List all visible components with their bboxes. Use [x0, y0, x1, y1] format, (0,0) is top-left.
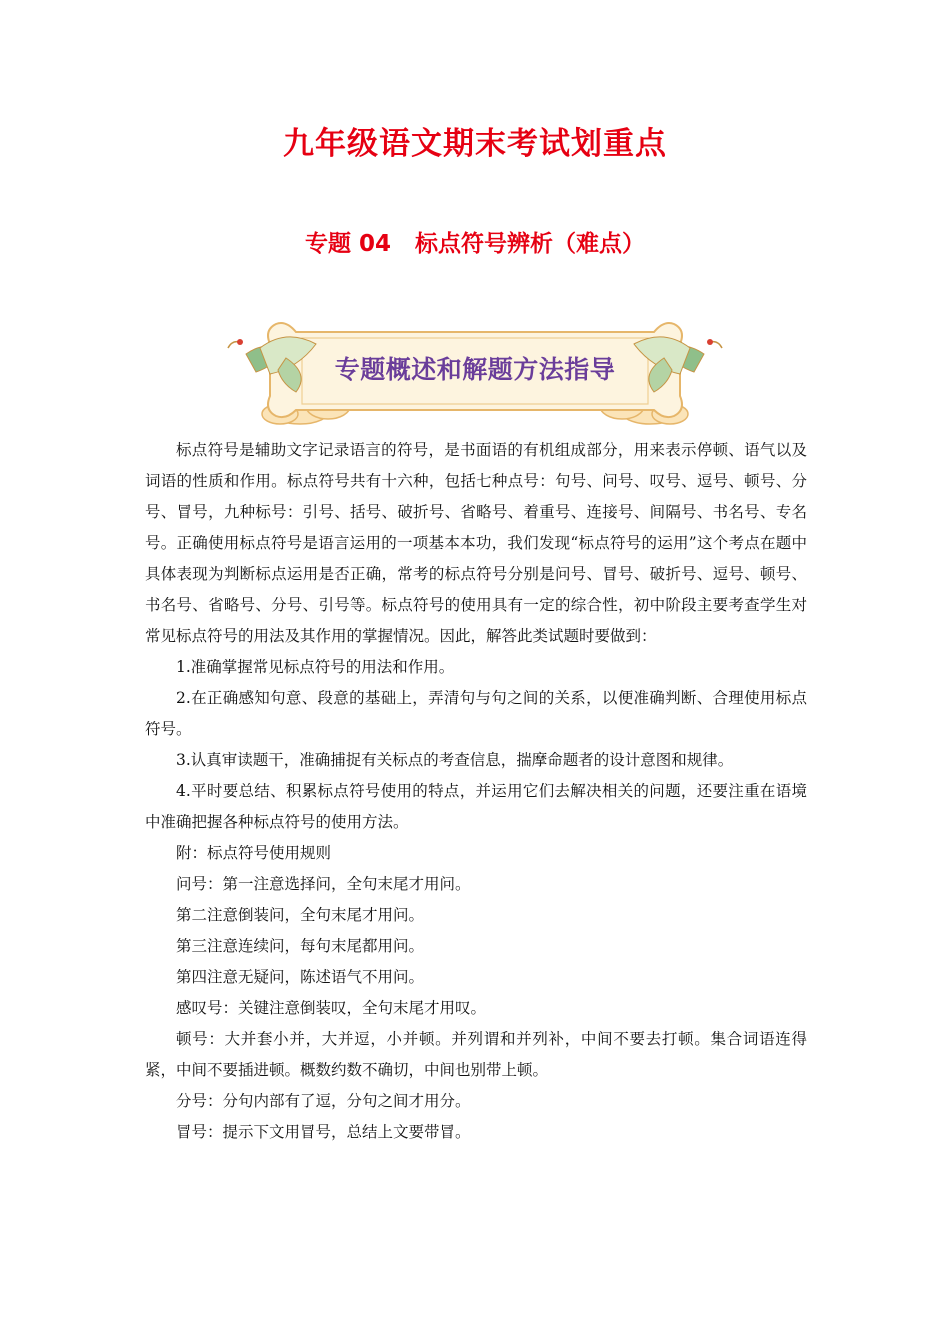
paragraph-rule-question-1: 问号：第一注意选择问，全句末尾才用问。 [176, 875, 471, 893]
paragraph-rule-question-2: 第二注意倒装问，全句末尾才用问。 [176, 906, 425, 924]
banner-label: 专题概述和解题方法指导 [334, 355, 616, 384]
topic-number: 专题 04 [304, 231, 391, 257]
topic-subtitle [0, 225, 950, 258]
paragraph-rule-exclamation: 感叹号：关键注意倒装叹，全句末尾才用叹。 [176, 999, 487, 1017]
page-title: 九年级语文期末考试划重点 [283, 126, 667, 162]
topic-name: 标点符号辨析（难点） [415, 231, 645, 257]
paragraph-rule-question-4: 第四注意无疑问，陈述语气不用问。 [176, 968, 425, 986]
paragraph-appendix-heading: 附：标点符号使用规则 [176, 844, 332, 862]
paragraph-tip-3: 3.认真审读题干，准确捕捉有关标点的考查信息，揣摩命题者的设计意图和规律。 [176, 751, 734, 769]
body-content [145, 435, 807, 1148]
paragraph-intro: 标点符号是辅助文字记录语言的符号，是书面语的有机组成部分，用来表示停顿、语气以及词语的性质和作用。标点符号共有十六种，包括七种点号：句号、问号、叹号、逗号、顿号、分号、冒号，九种标号：引号、括号、破折号、省略号、着重号、连接号、间隔号、书名号、专名号。正确使用标点符号是语言运用的一项基本本功，我们发现“标点符号的运用”这个考点在题中具体表现为判断标点运用是否正确，常考的标点符号分别是问号、冒号、破折号、逗号、顿号、书名号、省略号、分号、引号等。标点符号的使用具有一定的综合性，初中阶段主要考查学生对常见标点符号的用法及其作用的掌握情况。因此，解答此类试题时要做到： [145, 441, 807, 645]
section-banner [226, 314, 724, 432]
paragraph-tip-1: 1.准确掌握常见标点符号的用法和作用。 [176, 658, 455, 676]
paragraph-rule-semicolon: 分号：分句内部有了逗，分句之间才用分。 [176, 1092, 471, 1110]
paragraph-rule-colon: 冒号：提示下文用冒号，总结上文要带冒。 [176, 1123, 471, 1141]
paragraph-rule-dun: 顿号：大并套小并，大并逗，小并顿。并列谓和并列补，中间不要去打顿。集合词语连得紧，中间不要插进顿。概数约数不确切，中间也别带上顿。 [145, 1030, 807, 1079]
paragraph-tip-2: 2.在正确感知句意、段意的基础上，弄清句与句之间的关系，以便准确判断、合理使用标点符号。 [145, 689, 807, 738]
paragraph-tip-4: 4.平时要总结、积累标点符号使用的特点，并运用它们去解决相关的问题，还要注重在语境中准确把握各种标点符号的使用方法。 [145, 782, 807, 831]
paragraph-rule-question-3: 第三注意连续问，每句末尾都用问。 [176, 937, 425, 955]
